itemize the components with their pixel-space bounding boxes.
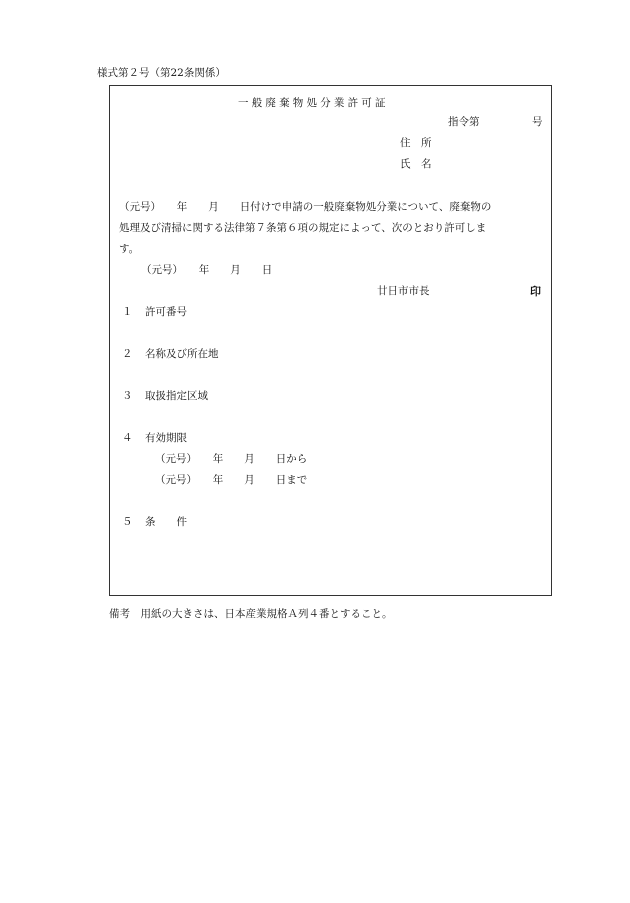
item-4-number: ４ (122, 432, 133, 444)
designation-prefix: 指令第 (448, 116, 480, 128)
seal-mark: 印 (530, 285, 541, 298)
item-5-label: 条 件 (145, 516, 187, 528)
item-2-number: ２ (122, 348, 133, 360)
document-title: 一般廃棄物処分業許可証 (238, 97, 389, 109)
item-3-number: ３ (122, 390, 133, 402)
item-3-label: 取扱指定区域 (145, 390, 208, 402)
address-label: 住 所 (400, 137, 432, 149)
remarks-note: 備考 用紙の大きさは、日本産業規格Ａ列４番とすること。 (109, 608, 393, 620)
designation-suffix: 号 (532, 116, 543, 128)
item-1-label: 許可番号 (145, 306, 187, 318)
name-label: 氏 名 (400, 158, 432, 170)
item-4-label: 有効期限 (145, 432, 187, 444)
item-1-number: １ (122, 306, 133, 318)
validity-to: （元号） 年 月 日まで (155, 474, 308, 486)
issue-date: （元号） 年 月 日 (141, 264, 273, 276)
item-2-label: 名称及び所在地 (145, 348, 219, 360)
issuer-name: 廿日市市長 (377, 285, 430, 297)
body-line-2: 処理及び清掃に関する法律第７条第６項の規定によって、次のとおり許可しま (119, 222, 487, 234)
body-line-3: す。 (119, 243, 140, 255)
item-5-number: ５ (122, 516, 133, 528)
form-number-label: 様式第２号（第22条関係） (97, 67, 226, 79)
validity-from: （元号） 年 月 日から (155, 453, 308, 465)
body-line-1: （元号） 年 月 日付けで申請の一般廃棄物処分業について、廃棄物の (119, 201, 492, 213)
